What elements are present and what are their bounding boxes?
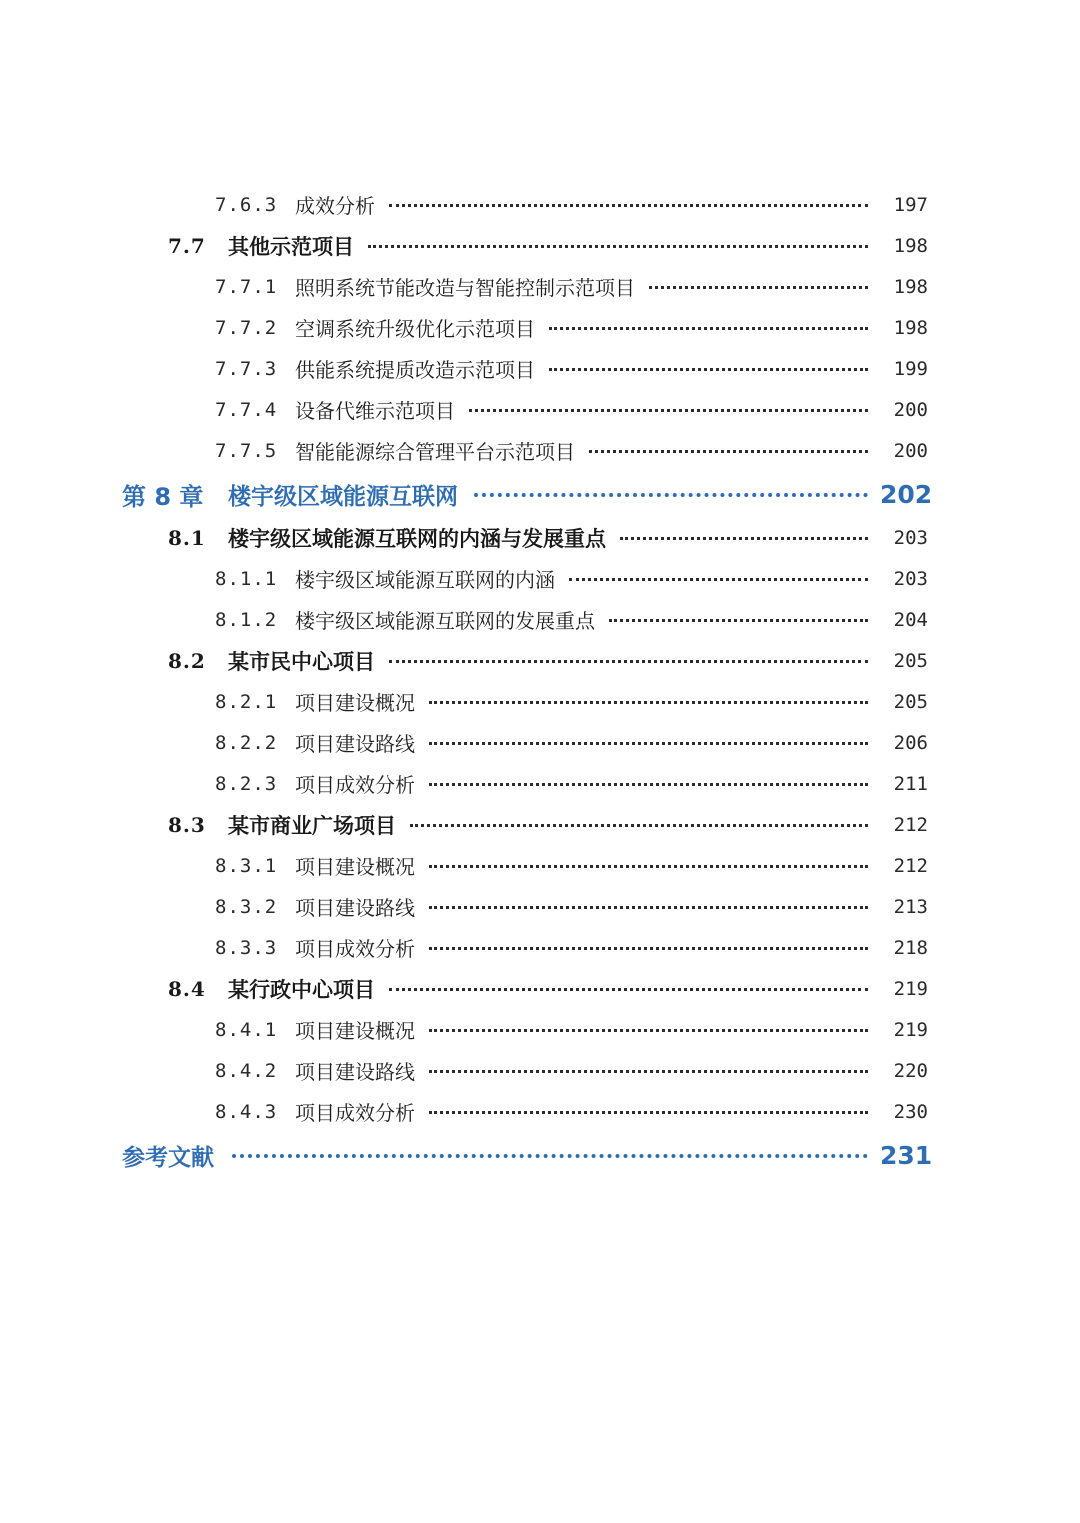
- toc-entry[interactable]: [0, 558, 1080, 599]
- dot-leader: [429, 742, 868, 745]
- page-number: 220: [893, 1059, 928, 1082]
- page-number: 213: [893, 895, 928, 918]
- toc-entry[interactable]: [0, 184, 1080, 225]
- page-number: 203: [893, 526, 928, 549]
- page-number: 200: [893, 439, 928, 462]
- section-number: 8.2.1: [215, 690, 278, 713]
- dot-leader: [429, 1070, 868, 1073]
- section-title: 其他示范项目: [228, 233, 354, 259]
- section-number: 8.4.2: [215, 1059, 278, 1082]
- dot-leader: [649, 286, 868, 289]
- dot-leader: [410, 824, 868, 827]
- section-title: 智能能源综合管理平台示范项目: [295, 440, 575, 464]
- toc-entry[interactable]: [0, 1050, 1080, 1091]
- table-of-contents: [0, 184, 1080, 1178]
- page-number: 198: [893, 316, 928, 339]
- section-title: 项目建设路线: [295, 896, 415, 920]
- section-number: 8.2.2: [215, 731, 278, 754]
- section-title: 某行政中心项目: [228, 976, 375, 1002]
- section-number: 8.4.1: [215, 1018, 278, 1041]
- dot-leader: [389, 660, 868, 663]
- dot-leader: [469, 409, 868, 412]
- toc-entry[interactable]: [0, 225, 1080, 266]
- dot-leader: [429, 701, 868, 704]
- toc-entry[interactable]: [0, 763, 1080, 804]
- section-number: 8.1: [168, 525, 206, 550]
- section-number: 8.3: [168, 812, 206, 837]
- section-number: 8.2.3: [215, 772, 278, 795]
- dot-leader: [474, 493, 868, 497]
- section-number: 7.7.1: [215, 275, 278, 298]
- page-number: 231: [880, 1140, 933, 1170]
- section-title: 项目建设概况: [295, 1019, 415, 1043]
- dot-leader: [429, 906, 868, 909]
- section-number: 8.4: [168, 976, 206, 1001]
- toc-entry[interactable]: [0, 266, 1080, 307]
- dot-leader: [429, 947, 868, 950]
- dot-leader: [549, 327, 868, 330]
- dot-leader: [549, 368, 868, 371]
- page-number: 199: [893, 357, 928, 380]
- section-number: 8.3.2: [215, 895, 278, 918]
- section-number: 7.7.5: [215, 439, 278, 462]
- page-number: 212: [893, 854, 928, 877]
- toc-entry[interactable]: [0, 845, 1080, 886]
- page-number: 205: [893, 649, 928, 672]
- section-title: 设备代维示范项目: [295, 399, 455, 423]
- section-title: 项目建设概况: [295, 691, 415, 715]
- section-number: 8.2: [168, 648, 206, 673]
- section-title: 某市民中心项目: [228, 648, 375, 674]
- section-title: 项目建设路线: [295, 732, 415, 756]
- section-number: 8.3.1: [215, 854, 278, 877]
- section-title: 成效分析: [295, 194, 375, 218]
- page-number: 202: [880, 479, 933, 509]
- chapter-title: 楼宇级区域能源互联网: [228, 483, 458, 510]
- section-title: 照明系统节能改造与智能控制示范项目: [295, 276, 635, 300]
- section-number: 8.4.3: [215, 1100, 278, 1123]
- toc-entry[interactable]: [0, 517, 1080, 558]
- dot-leader: [589, 450, 868, 453]
- page-number: 211: [893, 772, 928, 795]
- toc-entry[interactable]: [0, 389, 1080, 430]
- section-title: 空调系统升级优化示范项目: [295, 317, 535, 341]
- toc-entry[interactable]: [0, 1091, 1080, 1132]
- page-number: 206: [893, 731, 928, 754]
- toc-entry[interactable]: [0, 1009, 1080, 1050]
- dot-leader: [429, 1029, 868, 1032]
- toc-chapter-entry[interactable]: [0, 471, 1080, 517]
- references-title: 参考文献: [122, 1144, 214, 1171]
- section-number: 8.3.3: [215, 936, 278, 959]
- toc-entry[interactable]: [0, 348, 1080, 389]
- section-number: 8.1.2: [215, 608, 278, 631]
- dot-leader: [569, 578, 868, 581]
- page-number: 219: [893, 977, 928, 1000]
- toc-references-entry[interactable]: [0, 1132, 1080, 1178]
- section-title: 楼宇级区域能源互联网的内涵: [295, 568, 555, 592]
- section-number: 7.6.3: [215, 193, 278, 216]
- toc-entry[interactable]: [0, 307, 1080, 348]
- toc-entry[interactable]: [0, 681, 1080, 722]
- chapter-number: 第 8 章: [122, 482, 204, 511]
- section-title: 项目建设路线: [295, 1060, 415, 1084]
- page-number: 198: [893, 275, 928, 298]
- section-title: 项目成效分析: [295, 1101, 415, 1125]
- section-number: 7.7.4: [215, 398, 278, 421]
- dot-leader: [389, 204, 868, 207]
- section-number: 8.1.1: [215, 567, 278, 590]
- section-title: 项目成效分析: [295, 773, 415, 797]
- dot-leader: [232, 1154, 868, 1158]
- section-number: 7.7: [168, 233, 206, 258]
- page-number: 218: [893, 936, 928, 959]
- dot-leader: [609, 619, 868, 622]
- toc-entry[interactable]: [0, 640, 1080, 681]
- toc-entry[interactable]: [0, 886, 1080, 927]
- page-number: 204: [893, 608, 928, 631]
- section-title: 供能系统提质改造示范项目: [295, 358, 535, 382]
- toc-entry[interactable]: [0, 430, 1080, 471]
- toc-entry[interactable]: [0, 927, 1080, 968]
- dot-leader: [429, 865, 868, 868]
- dot-leader: [429, 783, 868, 786]
- section-title: 楼宇级区域能源互联网的内涵与发展重点: [228, 525, 606, 551]
- dot-leader: [620, 537, 868, 540]
- section-number: 7.7.2: [215, 316, 278, 339]
- page-number: 198: [893, 234, 928, 257]
- page-number: 203: [893, 567, 928, 590]
- toc-entry[interactable]: [0, 722, 1080, 763]
- page-number: 205: [893, 690, 928, 713]
- section-title: 某市商业广场项目: [228, 812, 396, 838]
- page-number: 212: [893, 813, 928, 836]
- dot-leader: [429, 1111, 868, 1114]
- dot-leader: [389, 988, 868, 991]
- toc-entry[interactable]: [0, 804, 1080, 845]
- section-title: 项目建设概况: [295, 855, 415, 879]
- toc-entry[interactable]: [0, 599, 1080, 640]
- page-number: 200: [893, 398, 928, 421]
- section-title: 楼宇级区域能源互联网的发展重点: [295, 609, 595, 633]
- page-number: 197: [893, 193, 928, 216]
- section-title: 项目成效分析: [295, 937, 415, 961]
- page-number: 230: [893, 1100, 928, 1123]
- section-number: 7.7.3: [215, 357, 278, 380]
- page-number: 219: [893, 1018, 928, 1041]
- dot-leader: [368, 245, 868, 248]
- toc-entry[interactable]: [0, 968, 1080, 1009]
